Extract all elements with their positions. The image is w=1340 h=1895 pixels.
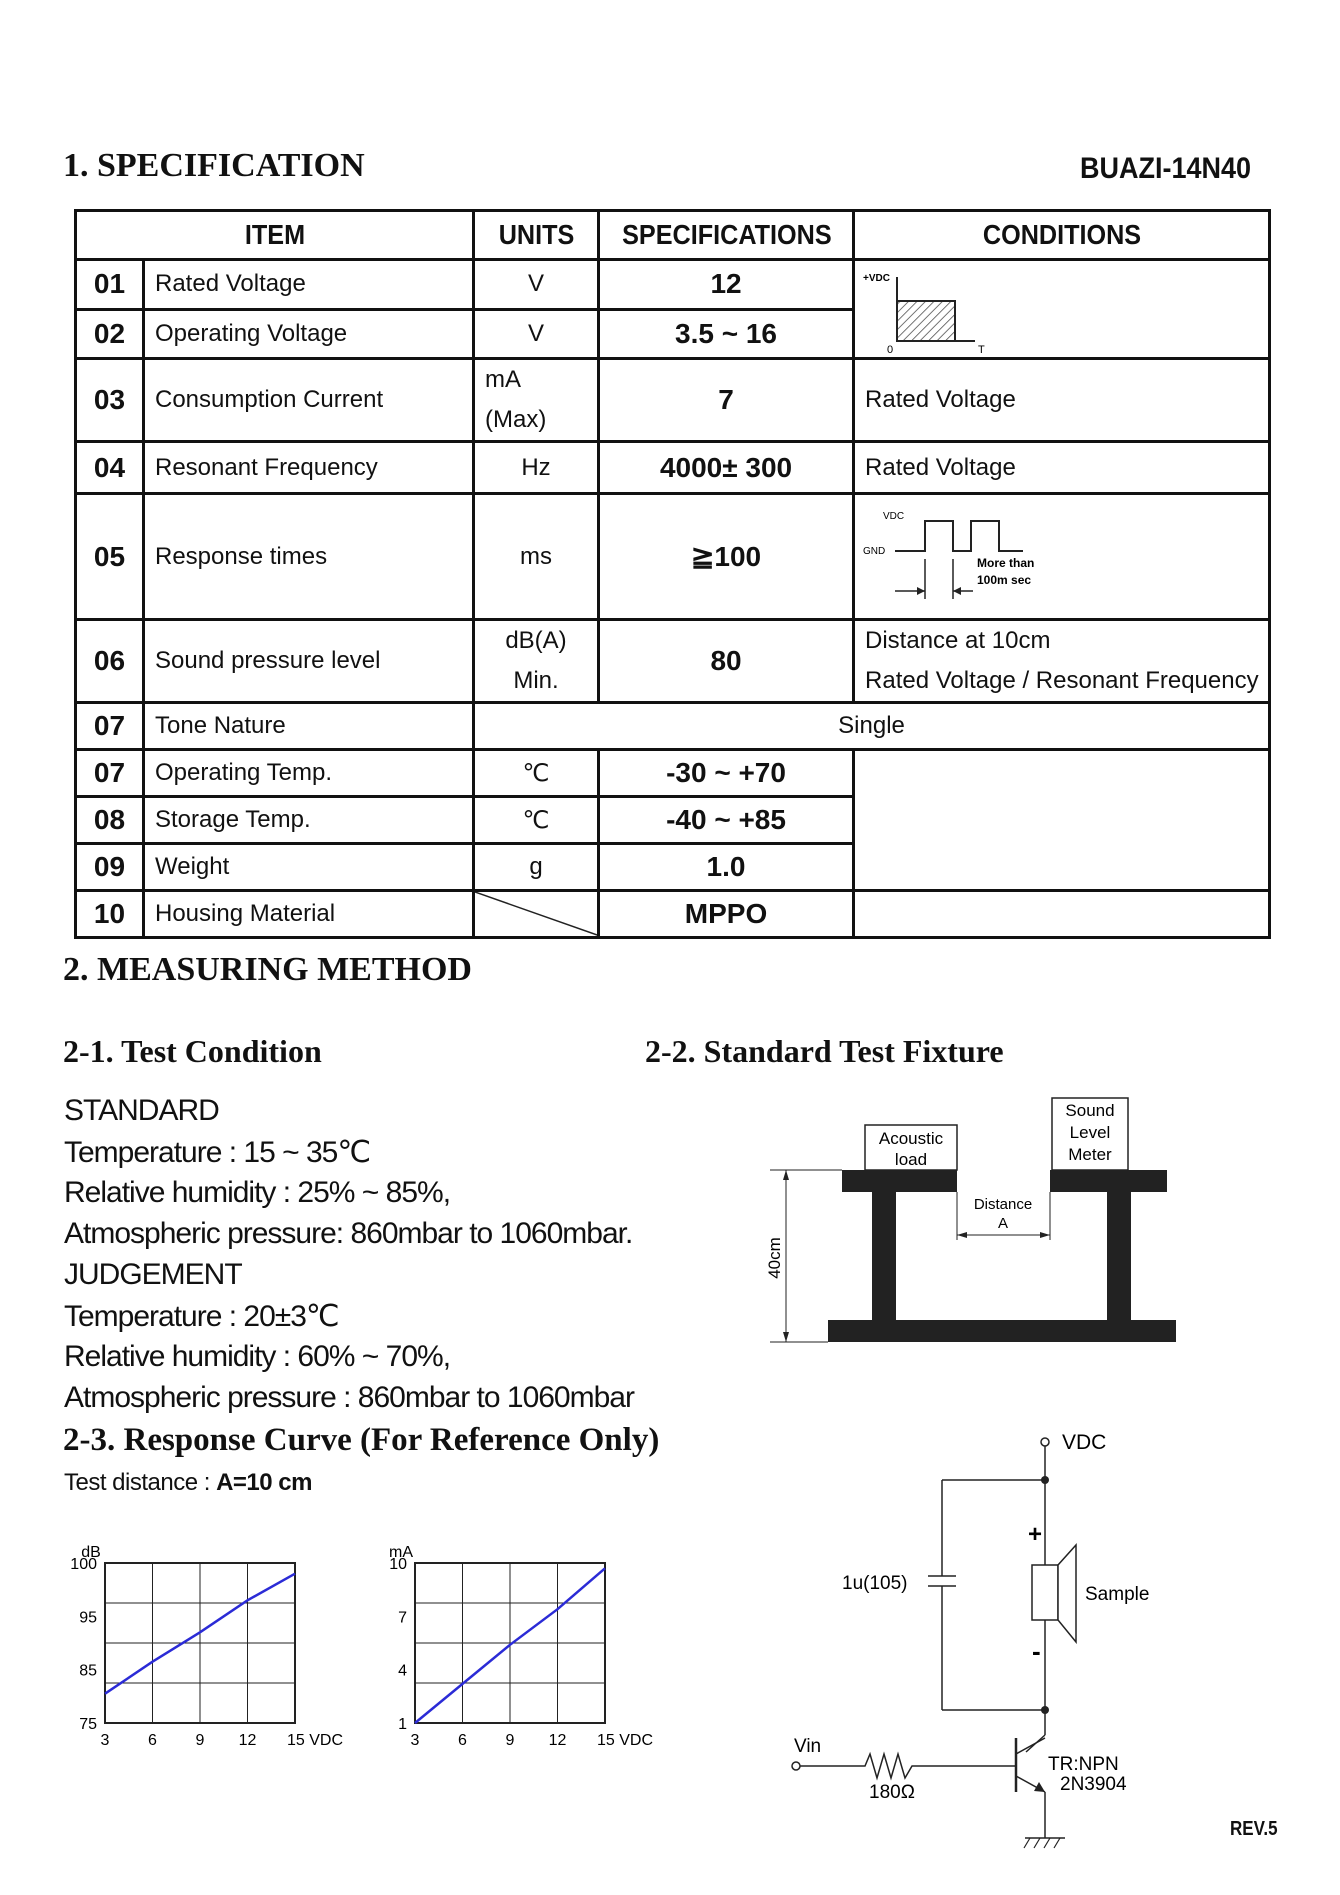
table-row [76,494,1270,620]
row-item: Housing Material [144,891,474,938]
condition-line: STANDARD [64,1094,219,1127]
condition-line: Temperature : 20±3℃ [64,1300,339,1333]
subsection-title-fixture: 2-2. Standard Test Fixture [645,1033,1004,1069]
row-unit: ℃ [474,750,599,797]
meter-label-1: Sound [1065,1101,1115,1120]
unit-line-2: Min. [513,667,559,694]
col-header-conditions: CONDITIONS [874,211,1248,260]
row-item: Operating Temp. [144,750,474,797]
x-tick-label: 6 [148,1732,157,1749]
vin-terminal [792,1762,800,1770]
table-row [76,442,1270,494]
unit-line-1: mA [485,366,522,393]
vin-label: Vin [794,1736,822,1757]
fixture-left-post [872,1192,896,1320]
row-number: 05 [76,494,144,620]
table-row [76,620,1270,703]
row-spec: -30 ~ +70 [599,750,854,797]
x-tick-label: 12 [548,1732,567,1749]
vdc-label: VDC [1062,1431,1107,1454]
y-axis-label: dB [81,1545,101,1561]
y-tick-label: 100 [70,1556,97,1573]
row-number: 06 [76,620,144,703]
response-condition-cell [854,494,1270,620]
fixture-right-post [1107,1192,1131,1320]
row-number: 01 [76,260,144,310]
minus-label: - [1032,1636,1041,1666]
y-tick-label: 95 [79,1609,97,1627]
meter-label-2: Level [1069,1123,1111,1142]
plus-label: + [1028,1521,1043,1548]
subsection-title-response-curve: 2-3. Response Curve (For Reference Only) [63,1422,660,1458]
x-tick-label: 9 [505,1732,515,1749]
gnd-label: GND [863,545,886,557]
table-header-row [76,211,1270,260]
row-unit [474,359,599,442]
x-tick-label: 15 VDC [287,1732,344,1749]
row-spec: 12 [599,260,854,310]
row-item: Sound pressure level [144,620,474,703]
resistor-label: 180Ω [869,1782,915,1803]
row-item: Consumption Current [144,359,474,442]
table-row [76,891,1270,938]
zero-label: 0 [887,344,894,356]
row-number: 07 [76,750,144,797]
row-item: Rated Voltage [144,260,474,310]
test-fixture-diagram [750,1090,1180,1355]
section-title-measuring: 2. MEASURING METHOD [63,951,472,988]
x-tick-label: 9 [195,1732,205,1749]
row-spec: 3.5 ~ 16 [599,309,854,359]
row-item: Response times [144,494,474,620]
section-title-specification: 1. SPECIFICATION [63,147,365,184]
voltage-waveform-diagram [855,261,1270,357]
distance-label-1: Distance [973,1196,1033,1213]
meter-label-3: Meter [1068,1145,1112,1164]
vdc-terminal [1041,1438,1049,1446]
sample-label: Sample [1085,1584,1150,1605]
response-pulse-diagram [855,497,1270,617]
y-axis-label: mA [389,1545,413,1561]
height-label: 40cm [765,1237,784,1279]
y-tick-label: 7 [398,1609,407,1627]
unit-line-1: dB(A) [505,627,567,654]
x-tick-label: 6 [458,1732,467,1749]
y-tick-label: 75 [79,1716,97,1733]
y-tick-label: 85 [79,1662,97,1680]
transistor-label-2: 2N3904 [1060,1774,1127,1795]
row-number: 10 [76,891,144,938]
row-unit: V [474,309,599,359]
acoustic-load-label-2: load [894,1150,928,1169]
row-item: Tone Nature [144,703,474,750]
row-number: 03 [76,359,144,442]
row-spec: MPPO [599,891,854,938]
row-spec: Single [474,703,1270,750]
condition-line-1: Distance at 10cm [865,627,1051,654]
table-row [76,359,1270,442]
row-unit: Hz [474,442,599,494]
condition-line: Relative humidity : 25% ~ 85%, [64,1176,451,1209]
condition-line: Relative humidity : 60% ~ 70%, [64,1340,451,1373]
x-tick-label: 3 [100,1732,110,1749]
row-condition-empty [854,891,1270,938]
row-item: Weight [144,844,474,891]
table-row [76,260,1270,310]
model-number: BUAZI-14N40 [1080,152,1252,185]
x-tick-label: 3 [410,1732,420,1749]
row-spec: 1.0 [599,844,854,891]
db-response-chart [60,1545,360,1755]
row-item: Storage Temp. [144,797,474,844]
row-unit: g [474,844,599,891]
row-item: Resonant Frequency [144,442,474,494]
fixture-top-left-bar [842,1170,957,1192]
y-tick-label: 10 [389,1556,407,1573]
condition-line-2: Rated Voltage / Resonant Frequency [865,667,1259,694]
row-unit: ms [474,494,599,620]
row-spec: -40 ~ +85 [599,797,854,844]
fixture-top-right-bar [1050,1170,1167,1192]
row-unit: V [474,260,599,310]
col-header-units: UNITS [480,211,593,260]
condition-line: Atmospheric pressure: 860mbar to 1060mbar. [64,1217,633,1250]
row-number: 04 [76,442,144,494]
response-note-1: More than [977,555,1035,570]
response-note-2: 100m sec [977,572,1032,587]
row-unit [474,620,599,703]
table-row [76,703,1270,750]
test-distance [64,1469,312,1497]
row-number: 08 [76,797,144,844]
condition-line: JUDGEMENT [64,1258,242,1291]
x-tick-label: 15 VDC [597,1732,654,1749]
row-spec: 80 [599,620,854,703]
transistor-label-1: TR:NPN [1048,1754,1119,1775]
unit-line-2: (Max) [485,406,547,433]
sample-buzzer-body [1032,1565,1058,1620]
table-row [76,750,1270,797]
condition-line: Atmospheric pressure : 860mbar to 1060mbar [64,1381,634,1414]
row-condition: Rated Voltage [854,359,1270,442]
ma-response-chart [370,1545,670,1755]
test-distance-label: Test distance : [64,1469,217,1496]
spec-table [74,209,1271,939]
row-condition [854,620,1270,703]
voltage-condition-cell [854,260,1270,359]
row-spec: ≧100 [599,494,854,620]
capacitor-label: 1u(105) [842,1573,908,1594]
test-distance-value: A=10 cm [216,1469,312,1496]
resistor [800,1754,1016,1778]
fixture-base-bar [828,1320,1176,1342]
test-circuit-diagram [780,1420,1180,1860]
row-number: 07 [76,703,144,750]
condition-line: Temperature : 15 ~ 35℃ [64,1136,371,1169]
diagonal-slash [475,892,599,936]
distance-label-2: A [997,1215,1009,1232]
y-tick-label: 4 [398,1662,407,1680]
sample-buzzer-horn [1058,1545,1076,1642]
y-tick-label: 1 [398,1716,407,1733]
row-unit-empty [474,891,599,938]
row-condition: Rated Voltage [854,442,1270,494]
vdc-label: +VDC [863,273,890,284]
row-number: 09 [76,844,144,891]
subsection-title-test-condition: 2-1. Test Condition [63,1033,322,1069]
col-header-specifications: SPECIFICATIONS [611,211,841,260]
row-item: Operating Voltage [144,309,474,359]
revision-label: REV.5 [1230,1818,1278,1840]
x-tick-label: 12 [238,1732,257,1749]
t-label: T [978,344,985,356]
vdc-label: VDC [883,510,905,522]
row-condition-empty [854,750,1270,891]
row-unit: ℃ [474,797,599,844]
row-spec: 7 [599,359,854,442]
col-header-item: ITEM [95,211,453,260]
row-number: 02 [76,309,144,359]
acoustic-load-label-1: Acoustic [878,1129,944,1148]
row-spec: 4000± 300 [599,442,854,494]
